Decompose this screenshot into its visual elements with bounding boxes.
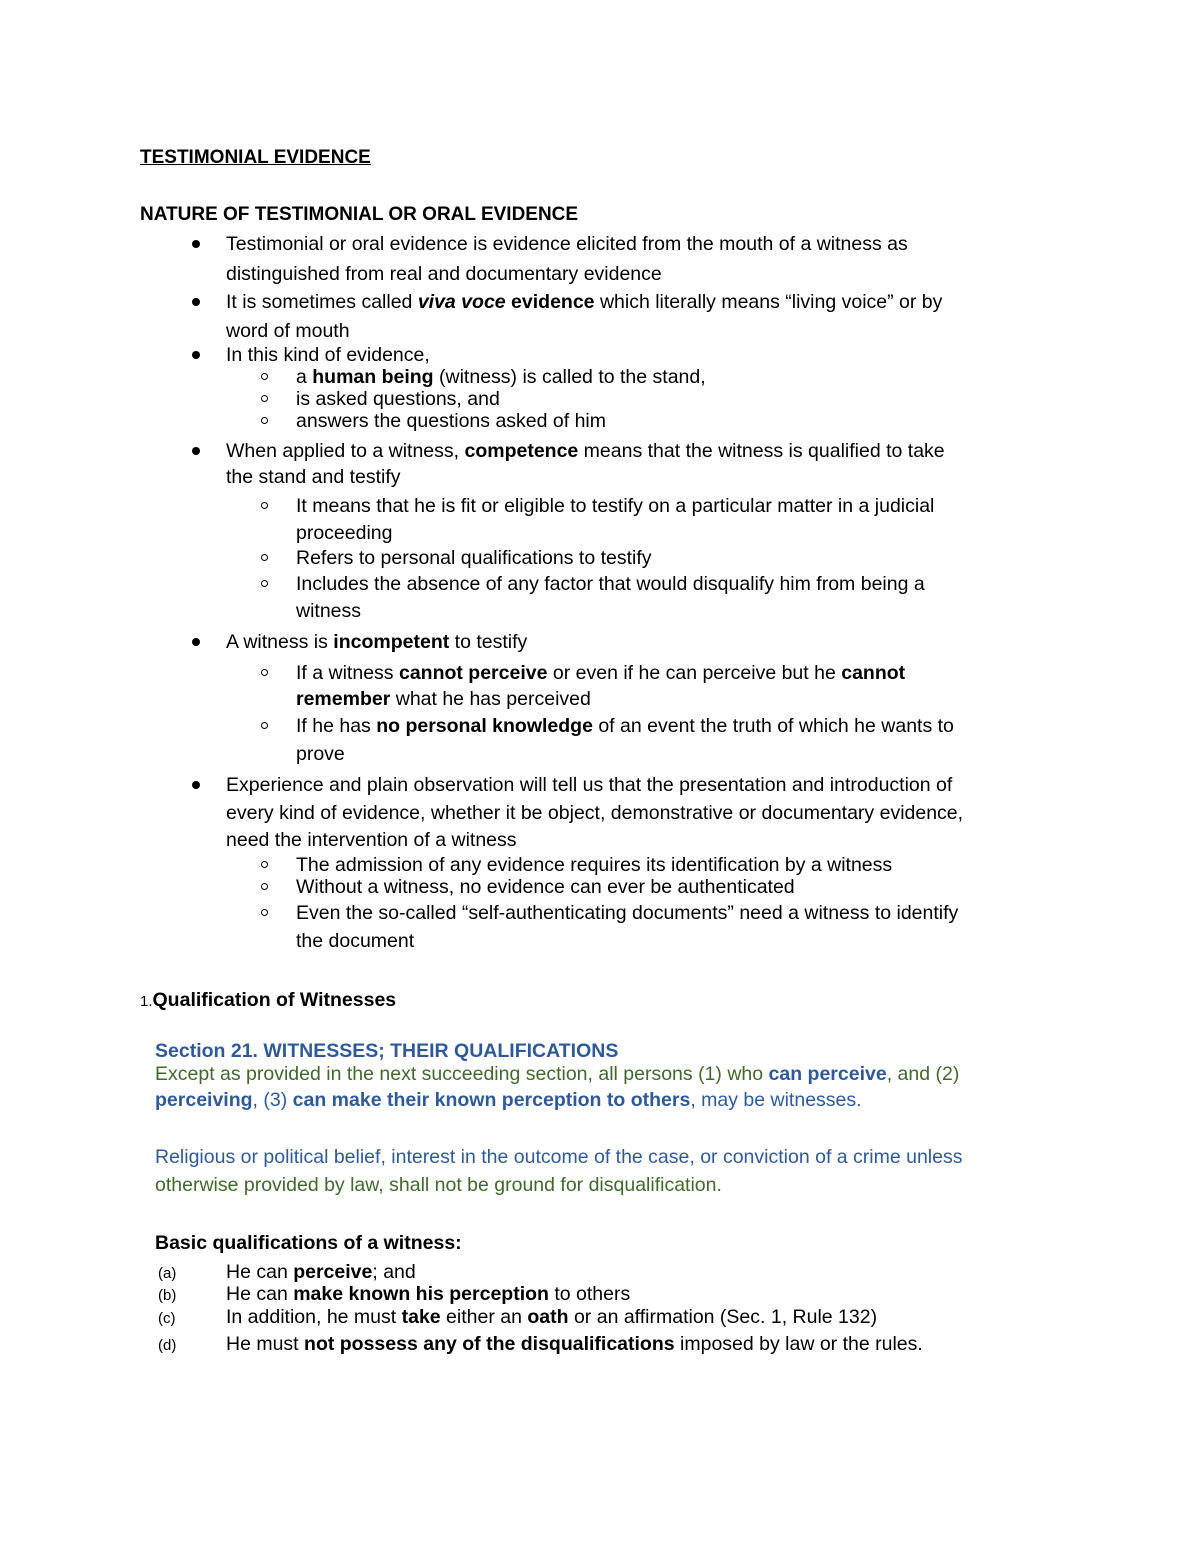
sub-bullet-icon xyxy=(261,373,268,380)
bullet-4-sub-2: Refers to personal qualifications to testify xyxy=(296,547,652,569)
bold-term: competence xyxy=(464,440,579,462)
sub-bullet-icon xyxy=(261,554,268,561)
sub-bullet-icon xyxy=(261,395,268,402)
text-run: A witness is xyxy=(226,631,334,653)
qualification-heading xyxy=(140,988,396,1014)
text-run: a xyxy=(296,366,313,388)
section-heading: NATURE OF TESTIMONIAL OR ORAL EVIDENCE xyxy=(140,204,579,225)
bullet-icon xyxy=(192,240,200,248)
text-run: If a witness xyxy=(296,662,399,684)
bold-term: remember xyxy=(296,688,391,710)
sub-bullet-icon xyxy=(261,669,268,676)
basic-item-b xyxy=(226,1282,630,1306)
bold-term: make known his perception xyxy=(293,1283,549,1305)
text-run: or an affirmation (Sec. 1, Rule 132) xyxy=(568,1306,878,1328)
text-run: , (3) xyxy=(252,1089,293,1111)
section-21-para-2-line-2: otherwise provided by law, shall not be ground for disqualification. xyxy=(155,1174,722,1196)
bold-term: perceive xyxy=(293,1261,373,1283)
item-label: (b) xyxy=(158,1287,177,1304)
bullet-4-sub-3-line-2: witness xyxy=(296,600,362,622)
heading-text: Qualification of Witnesses xyxy=(152,989,397,1011)
bullet-4-sub-1-line-2: proceeding xyxy=(296,522,393,544)
text-run: If he has xyxy=(296,715,377,737)
bullet-2-line-1 xyxy=(226,290,942,314)
text-run: , and (2) xyxy=(886,1063,960,1085)
bullet-4-sub-1-line-1: It means that he is fit or eligible to testify on a particular matter in a judicial xyxy=(296,495,935,517)
text-run: ; and xyxy=(372,1261,416,1283)
bullet-5-sub-1-line-1 xyxy=(296,661,905,685)
bold-term: oath xyxy=(527,1306,569,1328)
basic-item-c xyxy=(226,1305,877,1329)
bullet-icon xyxy=(192,351,200,359)
item-label: (a) xyxy=(158,1265,177,1282)
bold-term: cannot perceive xyxy=(398,662,548,684)
bold-term: evidence xyxy=(505,291,595,313)
bullet-icon xyxy=(192,447,200,455)
bullet-icon xyxy=(192,638,200,646)
bullet-icon xyxy=(192,781,200,789)
bullet-4-line-2: the stand and testify xyxy=(226,466,401,488)
text-run: In addition, he must xyxy=(226,1306,402,1328)
text-run: , may be witnesses. xyxy=(690,1089,862,1111)
item-label: (d) xyxy=(158,1337,177,1354)
basic-item-a xyxy=(226,1260,416,1284)
sub-bullet-icon xyxy=(261,580,268,587)
sub-bullet-icon xyxy=(261,722,268,729)
sub-bullet-icon xyxy=(261,909,268,916)
text-run: Except as provided in the next succeeding section, all persons (1) who xyxy=(155,1063,769,1085)
bullet-6-sub-1: The admission of any evidence requires its identification by a witness xyxy=(296,854,893,876)
text-run: either an xyxy=(440,1306,528,1328)
text-run: to testify xyxy=(449,631,528,653)
bold-term: cannot xyxy=(841,662,906,684)
bullet-6-line-3: need the intervention of a witness xyxy=(226,829,517,851)
bold-term: not possess any of the disqualifications xyxy=(304,1333,675,1355)
sub-bullet-icon xyxy=(261,417,268,424)
section-21-heading: Section 21. WITNESSES; THEIR QUALIFICATIONS xyxy=(155,1040,619,1062)
text-run: When applied to a witness, xyxy=(226,440,465,462)
bullet-6-line-1: Experience and plain observation will tell us that the presentation and introduction of xyxy=(226,774,953,796)
document-title: TESTIMONIAL EVIDENCE xyxy=(140,147,371,168)
bullet-3-sub-2: is asked questions, and xyxy=(296,388,500,410)
bullet-1-line-1: Testimonial or oral evidence is evidence elicited from the mouth of a witness as xyxy=(226,233,908,255)
bullet-5-sub-1-line-2 xyxy=(296,687,591,711)
bullet-3-line-1: In this kind of evidence, xyxy=(226,344,430,366)
text-run: which literally means “living voice” or by xyxy=(594,291,943,313)
sub-bullet-icon xyxy=(261,502,268,509)
text-run: He can xyxy=(226,1283,294,1305)
bold-term: no personal knowledge xyxy=(376,715,593,737)
bullet-4-sub-3-line-1: Includes the absence of any factor that would disqualify him from being a xyxy=(296,573,925,595)
text-run: means that the witness is qualified to take xyxy=(578,440,945,462)
text-run: (witness) is called to the stand, xyxy=(433,366,706,388)
text-run: what he has perceived xyxy=(390,688,591,710)
text-run: He can xyxy=(226,1261,294,1283)
bold-term: perceiving xyxy=(155,1089,253,1111)
bold-term: can perceive xyxy=(768,1063,887,1085)
text-run: imposed by law or the rules. xyxy=(674,1333,923,1355)
bullet-5-sub-2-line-1 xyxy=(296,714,954,738)
bullet-6-sub-3-line-2: the document xyxy=(296,930,415,952)
text-run: He must xyxy=(226,1333,305,1355)
section-21-para-2-line-1: Religious or political belief, interest in the outcome of the case, or conviction of a crime unless xyxy=(155,1146,963,1168)
text-run: of an event the truth of which he wants to xyxy=(592,715,954,737)
bullet-3-sub-3: answers the questions asked of him xyxy=(296,410,607,432)
basic-qualifications-heading: Basic qualifications of a witness: xyxy=(155,1232,462,1254)
text-run: It is sometimes called xyxy=(226,291,418,313)
bold-term: can make their known perception to others xyxy=(292,1089,691,1111)
item-label: (c) xyxy=(158,1310,176,1327)
bullet-5-line-1 xyxy=(226,630,527,654)
bold-term: incompetent xyxy=(333,631,450,653)
sub-bullet-icon xyxy=(261,883,268,890)
bullet-icon xyxy=(192,298,200,306)
text-run: or even if he can perceive but he xyxy=(547,662,842,684)
bullet-4-line-1 xyxy=(226,439,945,463)
bullet-3-sub-1 xyxy=(296,365,706,389)
bullet-5-sub-2-line-2: prove xyxy=(296,743,345,765)
bullet-6-line-2: every kind of evidence, whether it be object, demonstrative or documentary evidence, xyxy=(226,802,964,824)
bold-term: take xyxy=(401,1306,441,1328)
basic-item-d xyxy=(226,1332,923,1356)
bullet-1-line-2: distinguished from real and documentary evidence xyxy=(226,263,662,285)
bullet-6-sub-2: Without a witness, no evidence can ever be authenticated xyxy=(296,876,795,898)
section-21-para-1-line-1 xyxy=(155,1062,959,1086)
bold-term: human being xyxy=(312,366,434,388)
heading-number: 1. xyxy=(140,993,153,1010)
bullet-2-line-2: word of mouth xyxy=(226,320,350,342)
bullet-6-sub-3-line-1: Even the so-called “self-authenticating documents” need a witness to identify xyxy=(296,902,959,924)
italic-term: viva voce xyxy=(417,291,506,313)
text-run: to others xyxy=(548,1283,631,1305)
sub-bullet-icon xyxy=(261,861,268,868)
section-21-para-1-line-2 xyxy=(155,1088,862,1112)
